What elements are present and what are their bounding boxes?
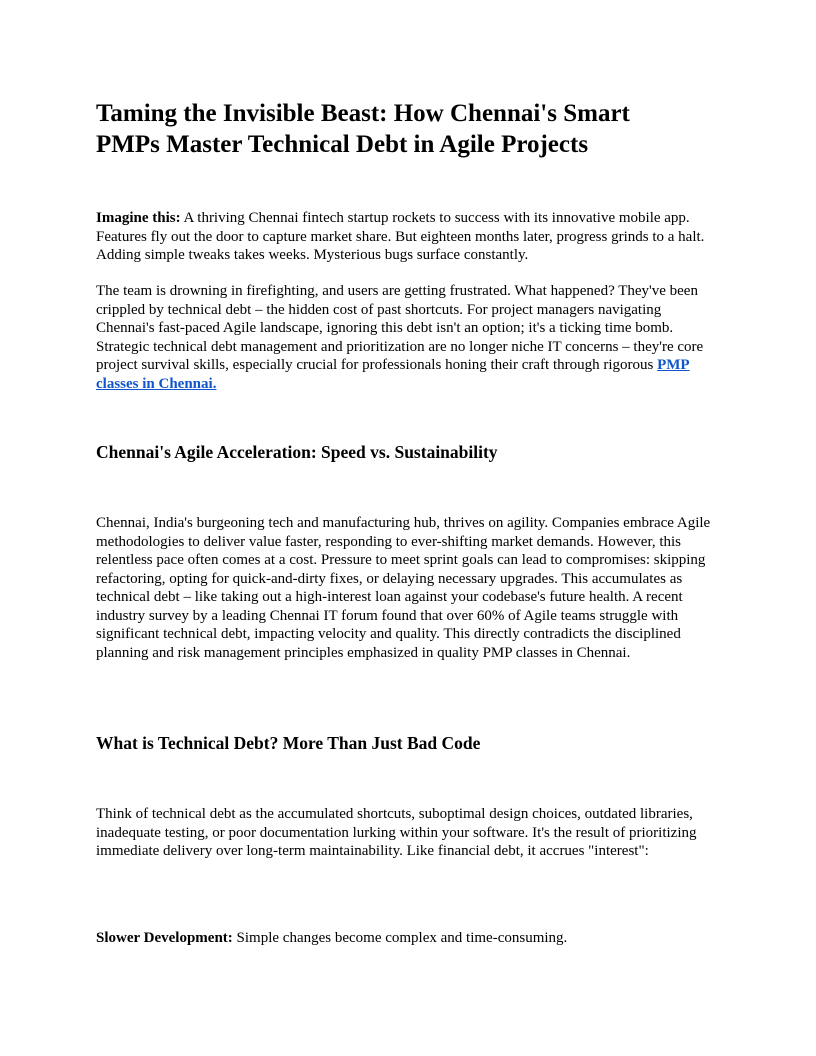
technical-debt-definition-paragraph: Think of technical debt as the accumulated shortcuts, suboptimal design choices, outdated libraries, inadequate testing, or poor documentation lurking within your software. It's the result of prioritizing immediate delivery over long-term maintainability. Like financial debt, it accrues "interest": <box>96 806 697 859</box>
intro-lead-bold: Imagine this: <box>96 210 181 226</box>
article-title: Taming the Invisible Beast: How Chennai's Smart PMPs Master Technical Debt in Agile Projects <box>96 100 630 158</box>
section-heading-agile-acceleration: Chennai's Agile Acceleration: Speed vs. Sustainability <box>96 442 498 462</box>
intro-lead-text: A thriving Chennai fintech startup rockets to success with its innovative mobile app. Features fly out the door to capture market share. But eighteen months later, progress grinds to a halt. Adding simple tweaks takes weeks. Mysterious bugs surface constantly. <box>96 210 705 263</box>
slower-development-label: Slower Development: <box>96 930 233 946</box>
slower-development-item <box>96 929 720 948</box>
context-paragraph <box>96 282 720 393</box>
section-heading-what-is-technical-debt: What is Technical Debt? More Than Just Bad Code <box>96 733 481 753</box>
intro-paragraph <box>96 209 720 265</box>
slower-development-text: Simple changes become complex and time-consuming. <box>232 930 568 946</box>
pmp-classes-link[interactable]: PMP classes in Chennai. <box>96 357 690 392</box>
context-text: The team is drowning in firefighting, and users are getting frustrated. What happened? They've been crippled by technical debt – the hidden cost of past shortcuts. For project managers navigating Chennai's fast-paced Agile landscape, ignoring this debt isn't an option; it's a ticking time bomb. Strategic technical debt management and prioritization are no longer niche IT concerns – they're core project survival skills, especially crucial for professionals honing their craft through rigorous <box>96 283 704 373</box>
agile-acceleration-paragraph: Chennai, India's burgeoning tech and manufacturing hub, thrives on agility. Companies embrace Agile methodologies to deliver value faster, responding to ever-shifting market demands. However, this relentless pace often comes at a cost. Pressure to meet sprint goals can lead to compromises: skipping refactoring, opting for quick-and-dirty fixes, or delaying necessary upgrades. This accumulates as technical debt – like taking out a high-interest loan against your codebase's future health. A recent industry survey by a leading Chennai IT forum found that over 60% of Agile teams struggle with significant technical debt, impacting velocity and quality. This directly contradicts the disciplined planning and risk management principles emphasized in quality PMP classes in Chennai. <box>96 515 711 661</box>
